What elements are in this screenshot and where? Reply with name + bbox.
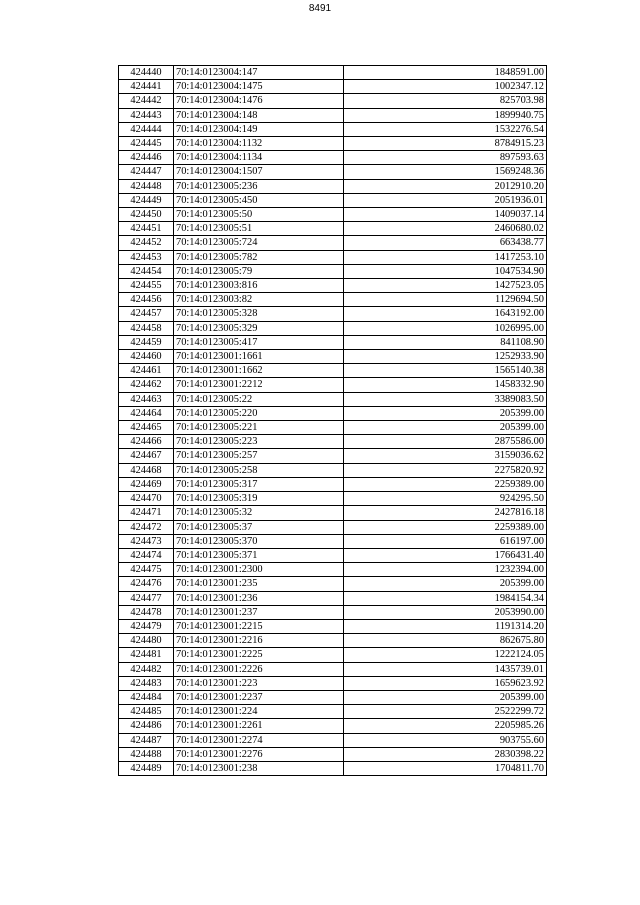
value-cell: 1565140.38 — [344, 364, 547, 378]
table-row — [119, 208, 547, 222]
cadastral-number-cell: 70:14:0123005:50 — [174, 208, 344, 222]
cadastral-number-cell: 70:14:0123001:1662 — [174, 364, 344, 378]
cadastral-number-cell: 70:14:0123005:51 — [174, 222, 344, 236]
row-id-cell: 424452 — [119, 236, 174, 250]
value-cell: 1458332.90 — [344, 378, 547, 392]
table-row — [119, 193, 547, 207]
row-id-cell: 424476 — [119, 577, 174, 591]
value-cell: 2460680.02 — [344, 222, 547, 236]
table-row — [119, 492, 547, 506]
cadastral-number-cell: 70:14:0123004:1132 — [174, 137, 344, 151]
row-id-cell: 424489 — [119, 761, 174, 775]
value-cell: 1252933.90 — [344, 350, 547, 364]
table-row — [119, 605, 547, 619]
table-row — [119, 421, 547, 435]
value-cell: 1899940.75 — [344, 108, 547, 122]
value-cell: 1569248.36 — [344, 165, 547, 179]
value-cell: 1417253.10 — [344, 250, 547, 264]
value-cell: 1427523.05 — [344, 279, 547, 293]
row-id-cell: 424479 — [119, 619, 174, 633]
row-id-cell: 424469 — [119, 477, 174, 491]
table-row — [119, 165, 547, 179]
cadastral-number-cell: 70:14:0123005:220 — [174, 406, 344, 420]
value-cell: 2259389.00 — [344, 477, 547, 491]
value-cell: 2875586.00 — [344, 435, 547, 449]
row-id-cell: 424459 — [119, 335, 174, 349]
table-row — [119, 335, 547, 349]
cadastral-number-cell: 70:14:0123005:371 — [174, 548, 344, 562]
cadastral-number-cell: 70:14:0123005:724 — [174, 236, 344, 250]
value-cell: 2051936.01 — [344, 193, 547, 207]
row-id-cell: 424473 — [119, 534, 174, 548]
row-id-cell: 424480 — [119, 634, 174, 648]
cadastral-number-cell: 70:14:0123005:221 — [174, 421, 344, 435]
value-cell: 1766431.40 — [344, 548, 547, 562]
row-id-cell: 424450 — [119, 208, 174, 222]
value-cell: 616197.00 — [344, 534, 547, 548]
cadastral-number-cell: 70:14:0123004:1475 — [174, 80, 344, 94]
cadastral-number-cell: 70:14:0123001:237 — [174, 605, 344, 619]
row-id-cell: 424464 — [119, 406, 174, 420]
table-row — [119, 747, 547, 761]
value-cell: 2205985.26 — [344, 719, 547, 733]
row-id-cell: 424470 — [119, 492, 174, 506]
table-row — [119, 279, 547, 293]
table-row — [119, 634, 547, 648]
table-row — [119, 94, 547, 108]
value-cell: 1984154.34 — [344, 591, 547, 605]
value-cell: 2259389.00 — [344, 520, 547, 534]
row-id-cell: 424446 — [119, 151, 174, 165]
cadastral-number-cell: 70:14:0123001:1661 — [174, 350, 344, 364]
cadastral-number-cell: 70:14:0123004:149 — [174, 122, 344, 136]
value-cell: 1222124.05 — [344, 648, 547, 662]
table-row — [119, 676, 547, 690]
value-cell: 3159036.62 — [344, 449, 547, 463]
cadastral-number-cell: 70:14:0123001:223 — [174, 676, 344, 690]
row-id-cell: 424471 — [119, 506, 174, 520]
table-row — [119, 222, 547, 236]
cadastral-number-cell: 70:14:0123005:37 — [174, 520, 344, 534]
table-row — [119, 364, 547, 378]
table-row — [119, 619, 547, 633]
row-id-cell: 424477 — [119, 591, 174, 605]
cadastral-number-cell: 70:14:0123005:317 — [174, 477, 344, 491]
row-id-cell: 424483 — [119, 676, 174, 690]
cadastral-number-cell: 70:14:0123005:258 — [174, 463, 344, 477]
cadastral-number-cell: 70:14:0123001:2216 — [174, 634, 344, 648]
value-cell: 1002347.12 — [344, 80, 547, 94]
cadastral-number-cell: 70:14:0123005:417 — [174, 335, 344, 349]
row-id-cell: 424445 — [119, 137, 174, 151]
table-row — [119, 577, 547, 591]
row-id-cell: 424482 — [119, 662, 174, 676]
row-id-cell: 424460 — [119, 350, 174, 364]
table-row — [119, 250, 547, 264]
value-cell: 2427816.18 — [344, 506, 547, 520]
cadastral-number-cell: 70:14:0123001:2226 — [174, 662, 344, 676]
table-row — [119, 733, 547, 747]
cadastral-number-cell: 70:14:0123004:1507 — [174, 165, 344, 179]
table-row — [119, 591, 547, 605]
row-id-cell: 424467 — [119, 449, 174, 463]
value-cell: 1409037.14 — [344, 208, 547, 222]
row-id-cell: 424453 — [119, 250, 174, 264]
row-id-cell: 424440 — [119, 66, 174, 80]
row-id-cell: 424462 — [119, 378, 174, 392]
value-cell: 1047534.90 — [344, 264, 547, 278]
table-row — [119, 477, 547, 491]
row-id-cell: 424442 — [119, 94, 174, 108]
table-row — [119, 520, 547, 534]
table-row — [119, 307, 547, 321]
table-row — [119, 690, 547, 704]
cadastral-number-cell: 70:14:0123001:236 — [174, 591, 344, 605]
table-row — [119, 705, 547, 719]
cadastral-number-cell: 70:14:0123005:319 — [174, 492, 344, 506]
table-row — [119, 108, 547, 122]
row-id-cell: 424441 — [119, 80, 174, 94]
registry-table — [118, 65, 547, 776]
table-row — [119, 463, 547, 477]
value-cell: 1191314.20 — [344, 619, 547, 633]
table-row — [119, 406, 547, 420]
cadastral-number-cell: 70:14:0123001:2237 — [174, 690, 344, 704]
value-cell: 841108.90 — [344, 335, 547, 349]
cadastral-number-cell: 70:14:0123005:223 — [174, 435, 344, 449]
value-cell: 1129694.50 — [344, 293, 547, 307]
row-id-cell: 424449 — [119, 193, 174, 207]
row-id-cell: 424484 — [119, 690, 174, 704]
value-cell: 3389083.50 — [344, 392, 547, 406]
cadastral-number-cell: 70:14:0123004:1476 — [174, 94, 344, 108]
table-row — [119, 122, 547, 136]
row-id-cell: 424458 — [119, 321, 174, 335]
value-cell: 2275820.92 — [344, 463, 547, 477]
row-id-cell: 424481 — [119, 648, 174, 662]
row-id-cell: 424455 — [119, 279, 174, 293]
row-id-cell: 424486 — [119, 719, 174, 733]
cadastral-number-cell: 70:14:0123001:2225 — [174, 648, 344, 662]
table-row — [119, 293, 547, 307]
row-id-cell: 424488 — [119, 747, 174, 761]
value-cell: 1232394.00 — [344, 563, 547, 577]
table-body — [119, 66, 547, 776]
cadastral-number-cell: 70:14:0123001:2276 — [174, 747, 344, 761]
row-id-cell: 424478 — [119, 605, 174, 619]
table-row — [119, 137, 547, 151]
row-id-cell: 424457 — [119, 307, 174, 321]
cadastral-number-cell: 70:14:0123001:2274 — [174, 733, 344, 747]
table-row — [119, 236, 547, 250]
cadastral-number-cell: 70:14:0123001:238 — [174, 761, 344, 775]
cadastral-number-cell: 70:14:0123001:2261 — [174, 719, 344, 733]
cadastral-number-cell: 70:14:0123001:224 — [174, 705, 344, 719]
cadastral-number-cell: 70:14:0123005:236 — [174, 179, 344, 193]
row-id-cell: 424463 — [119, 392, 174, 406]
table-row — [119, 563, 547, 577]
value-cell: 1643192.00 — [344, 307, 547, 321]
table-row — [119, 662, 547, 676]
row-id-cell: 424468 — [119, 463, 174, 477]
cadastral-number-cell: 70:14:0123005:328 — [174, 307, 344, 321]
value-cell: 2012910.20 — [344, 179, 547, 193]
cadastral-number-cell: 70:14:0123005:782 — [174, 250, 344, 264]
table-row — [119, 719, 547, 733]
value-cell: 903755.60 — [344, 733, 547, 747]
row-id-cell: 424466 — [119, 435, 174, 449]
cadastral-number-cell: 70:14:0123001:235 — [174, 577, 344, 591]
table-row — [119, 350, 547, 364]
value-cell: 1848591.00 — [344, 66, 547, 80]
value-cell: 924295.50 — [344, 492, 547, 506]
cadastral-number-cell: 70:14:0123003:816 — [174, 279, 344, 293]
value-cell: 663438.77 — [344, 236, 547, 250]
cadastral-number-cell: 70:14:0123001:2212 — [174, 378, 344, 392]
value-cell: 825703.98 — [344, 94, 547, 108]
row-id-cell: 424448 — [119, 179, 174, 193]
row-id-cell: 424447 — [119, 165, 174, 179]
table-row — [119, 761, 547, 775]
table-row — [119, 179, 547, 193]
value-cell: 1659623.92 — [344, 676, 547, 690]
page-number: 8491 — [308, 3, 332, 14]
cadastral-number-cell: 70:14:0123005:370 — [174, 534, 344, 548]
value-cell: 1026995.00 — [344, 321, 547, 335]
table-row — [119, 80, 547, 94]
value-cell: 205399.00 — [344, 406, 547, 420]
value-cell: 205399.00 — [344, 421, 547, 435]
value-cell: 1532276.54 — [344, 122, 547, 136]
table-row — [119, 449, 547, 463]
row-id-cell: 424454 — [119, 264, 174, 278]
value-cell: 1435739.01 — [344, 662, 547, 676]
row-id-cell: 424461 — [119, 364, 174, 378]
cadastral-number-cell: 70:14:0123001:2215 — [174, 619, 344, 633]
value-cell: 8784915.23 — [344, 137, 547, 151]
row-id-cell: 424475 — [119, 563, 174, 577]
value-cell: 2522299.72 — [344, 705, 547, 719]
table-row — [119, 506, 547, 520]
cadastral-number-cell: 70:14:0123005:450 — [174, 193, 344, 207]
table-row — [119, 534, 547, 548]
cadastral-number-cell: 70:14:0123005:22 — [174, 392, 344, 406]
row-id-cell: 424465 — [119, 421, 174, 435]
cadastral-number-cell: 70:14:0123004:148 — [174, 108, 344, 122]
table-row — [119, 151, 547, 165]
table-row — [119, 66, 547, 80]
cadastral-number-cell: 70:14:0123005:257 — [174, 449, 344, 463]
value-cell: 2053990.00 — [344, 605, 547, 619]
table-row — [119, 435, 547, 449]
value-cell: 2830398.22 — [344, 747, 547, 761]
row-id-cell: 424443 — [119, 108, 174, 122]
row-id-cell: 424472 — [119, 520, 174, 534]
row-id-cell: 424456 — [119, 293, 174, 307]
value-cell: 205399.00 — [344, 690, 547, 704]
cadastral-number-cell: 70:14:0123005:32 — [174, 506, 344, 520]
row-id-cell: 424451 — [119, 222, 174, 236]
cadastral-number-cell: 70:14:0123004:1134 — [174, 151, 344, 165]
table-row — [119, 392, 547, 406]
value-cell: 862675.80 — [344, 634, 547, 648]
cadastral-number-cell: 70:14:0123003:82 — [174, 293, 344, 307]
row-id-cell: 424487 — [119, 733, 174, 747]
cadastral-number-cell: 70:14:0123005:79 — [174, 264, 344, 278]
row-id-cell: 424444 — [119, 122, 174, 136]
table-row — [119, 264, 547, 278]
table-row — [119, 548, 547, 562]
table-row — [119, 648, 547, 662]
table-row — [119, 378, 547, 392]
value-cell: 1704811.70 — [344, 761, 547, 775]
cadastral-number-cell: 70:14:0123004:147 — [174, 66, 344, 80]
row-id-cell: 424474 — [119, 548, 174, 562]
table-row — [119, 321, 547, 335]
value-cell: 205399.00 — [344, 577, 547, 591]
value-cell: 897593.63 — [344, 151, 547, 165]
row-id-cell: 424485 — [119, 705, 174, 719]
cadastral-number-cell: 70:14:0123001:2300 — [174, 563, 344, 577]
cadastral-number-cell: 70:14:0123005:329 — [174, 321, 344, 335]
